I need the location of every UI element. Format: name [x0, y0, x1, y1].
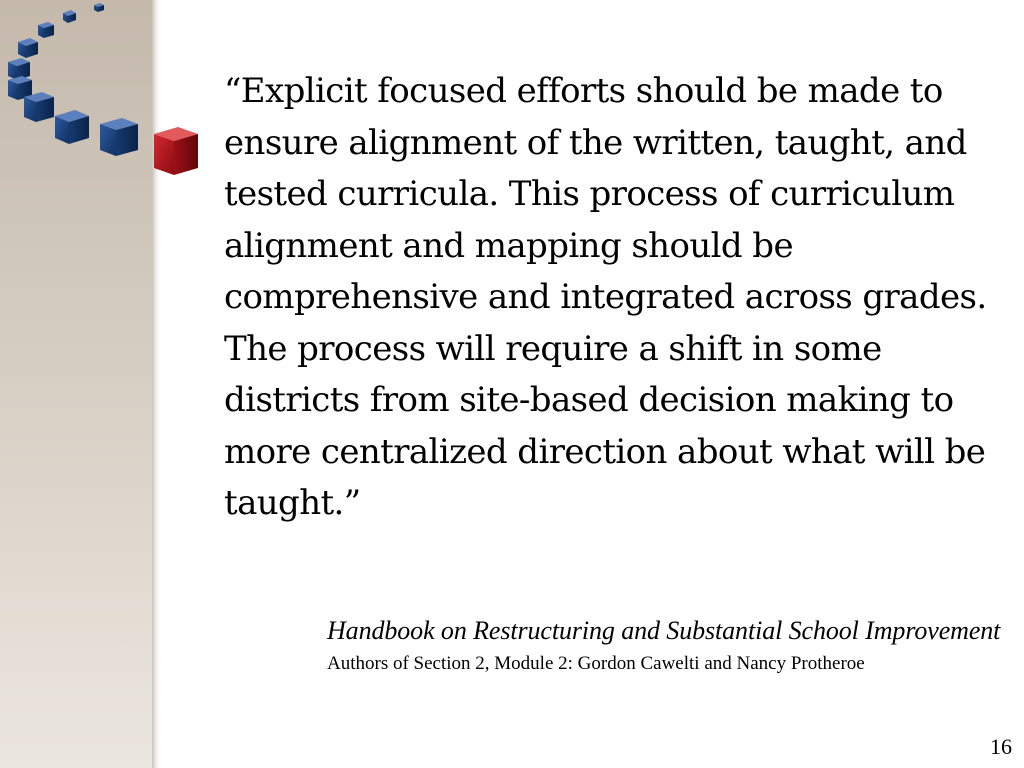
blue-cube-icon — [94, 3, 104, 12]
blue-cube-icon — [38, 22, 54, 38]
citation-title: Handbook on Restructuring and Substantial School Improvement — [327, 616, 1001, 645]
blue-cube-icon — [24, 92, 54, 122]
blue-cube-icon — [55, 110, 89, 144]
blue-cube-icon — [63, 10, 76, 23]
quote-text — [224, 66, 1016, 530]
citation-authors: Authors of Section 2, Module 2: Gordon Cawelti and Nancy Protheroe — [327, 653, 865, 674]
blue-cube-icon — [100, 118, 138, 156]
quote-paragraph-1: “Explicit focused efforts should be made to ensure alignment of the written, taught, and tested curricula. This process of curriculum alignment and mapping should be comprehensive and integrated across grades. — [224, 71, 987, 317]
citation — [327, 612, 1007, 676]
slide-number: 16 — [990, 734, 1012, 759]
blue-cube-icon — [18, 38, 38, 58]
cube-arc-decoration — [0, 0, 220, 200]
red-cube-icon — [154, 127, 198, 175]
quote-paragraph-2: The process will require a shift in some districts from site-based decision making to more centralized direction about what will be taught.” — [224, 328, 986, 523]
blue-cube-icon — [8, 58, 30, 80]
